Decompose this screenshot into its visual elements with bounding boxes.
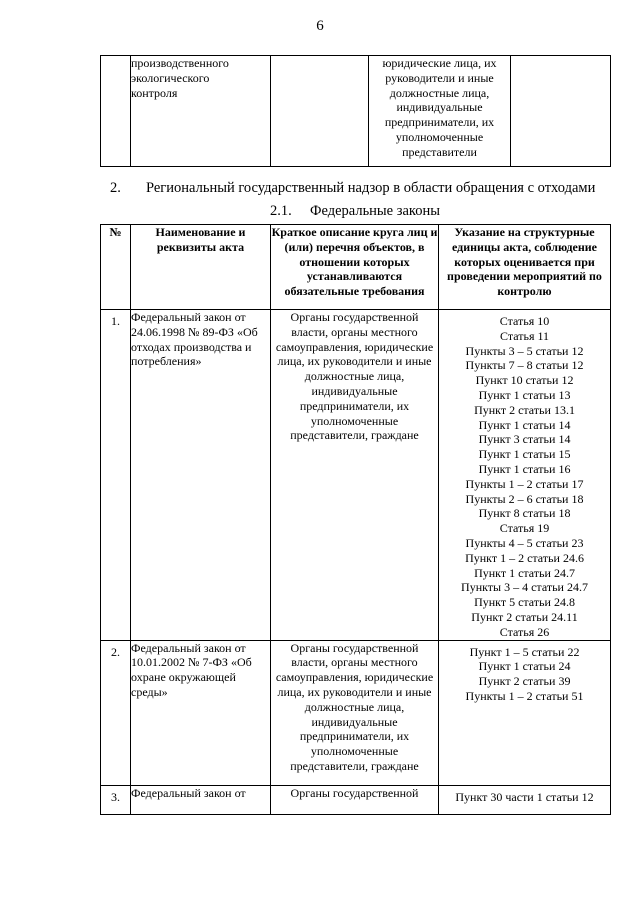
table-cell (101, 56, 131, 167)
table-header-row (101, 225, 611, 310)
units-list (439, 310, 610, 640)
header-cell: Указание на структурные единицы акта, соблюдение которых оценивается при проведении мероприятий по контролю (439, 225, 611, 310)
list-item: Пункты 3 – 4 статьи 24.7 (461, 580, 588, 595)
list-item: Пункт 8 статьи 18 (478, 506, 571, 521)
list-item: Статья 19 (499, 521, 550, 536)
row-number: 3. (101, 785, 131, 814)
list-item: Пункты 7 – 8 статьи 12 (465, 358, 584, 373)
list-item: Пункт 2 статьи 13.1 (474, 402, 575, 417)
units-list (439, 641, 610, 704)
list-item: Пункт 2 статьи 39 (478, 674, 571, 689)
header-cell: № (101, 225, 131, 310)
subjects-cell: Органы государственной власти, органы местного самоуправления, юридические лица, их руководители и иные должностные лица, индивидуальные предприниматели, их уполномоченные представители, граждане (271, 640, 439, 785)
list-item: Пункт 1 статьи 15 (478, 447, 571, 462)
table-row (101, 640, 611, 785)
act-cell: Федеральный закон от 24.06.1998 № 89-ФЗ «Об отходах производства и потребления» (131, 310, 271, 641)
units-list (439, 786, 610, 805)
list-item: Пункт 2 статьи 24.11 (471, 609, 578, 624)
table-cell: юридические лица, их руководители и иные должностные лица, индивидуальные предприниматели, их уполномоченные представители (369, 56, 511, 167)
list-item: Пункты 3 – 5 статьи 12 (465, 343, 584, 358)
list-item: Пункт 30 части 1 статьи 12 (455, 789, 594, 804)
list-item: Пункт 1 статьи 13 (478, 387, 571, 402)
header-cell: Наименование и реквизиты акта (131, 225, 271, 310)
table-row (101, 310, 611, 641)
list-item: Статья 11 (499, 328, 550, 343)
list-item: Пункты 4 – 5 статьи 23 (465, 535, 584, 550)
units-cell (439, 640, 611, 785)
subsection-heading (270, 203, 440, 220)
list-item: Статья 26 (499, 624, 550, 639)
list-item: Пункт 1 статьи 24.7 (474, 565, 575, 580)
table-cell: производственного экологического контроля (131, 56, 271, 167)
list-item: Пункт 1 статьи 24 (478, 659, 571, 674)
list-item: Пункт 1 статьи 14 (478, 417, 571, 432)
act-cell: Федеральный закон от 10.01.2002 № 7-ФЗ «Об охране окружающей среды» (131, 640, 271, 785)
units-cell (439, 310, 611, 641)
list-item: Статья 10 (499, 314, 550, 328)
table-row (101, 785, 611, 814)
table-cell (271, 56, 369, 167)
continued-table (100, 55, 611, 167)
row-number: 2. (101, 640, 131, 785)
section-heading (110, 180, 595, 197)
list-item: Пункты 1 – 2 статьи 51 (465, 688, 584, 703)
act-cell: Федеральный закон от (131, 785, 271, 814)
table-cell (511, 56, 611, 167)
section-title: Региональный государственный надзор в области обращения с отходами (146, 180, 596, 196)
list-item: Пункт 1 – 5 статьи 22 (469, 644, 580, 659)
page-number: 6 (316, 18, 324, 34)
subsection-title: Федеральные законы (310, 203, 440, 219)
list-item: Пункт 1 – 2 статьи 24.6 (465, 550, 584, 565)
list-item: Пункт 1 статьи 16 (478, 461, 571, 476)
list-item: Пункт 10 статьи 12 (475, 373, 574, 388)
list-item: Пункт 3 статьи 14 (478, 432, 571, 447)
subsection-number: 2.1. (270, 203, 292, 219)
row-number: 1. (101, 310, 131, 641)
table-row (101, 56, 611, 167)
list-item: Пункты 2 – 6 статьи 18 (465, 491, 584, 506)
subjects-cell: Органы государственной власти, органы местного самоуправления, юридические лица, их руководители и иные должностные лица, индивидуальные предприниматели, их уполномоченные представители, граждане (271, 310, 439, 641)
units-cell (439, 785, 611, 814)
subjects-cell: Органы государственной (271, 785, 439, 814)
header-cell: Краткое описание круга лиц и (или) перечня объектов, в отношении которых устанавливаются обязательные требования (271, 225, 439, 310)
list-item: Пункты 1 – 2 статьи 17 (465, 476, 584, 491)
laws-table (100, 224, 611, 815)
section-number: 2. (110, 180, 121, 196)
list-item: Пункт 5 статьи 24.8 (474, 595, 575, 610)
